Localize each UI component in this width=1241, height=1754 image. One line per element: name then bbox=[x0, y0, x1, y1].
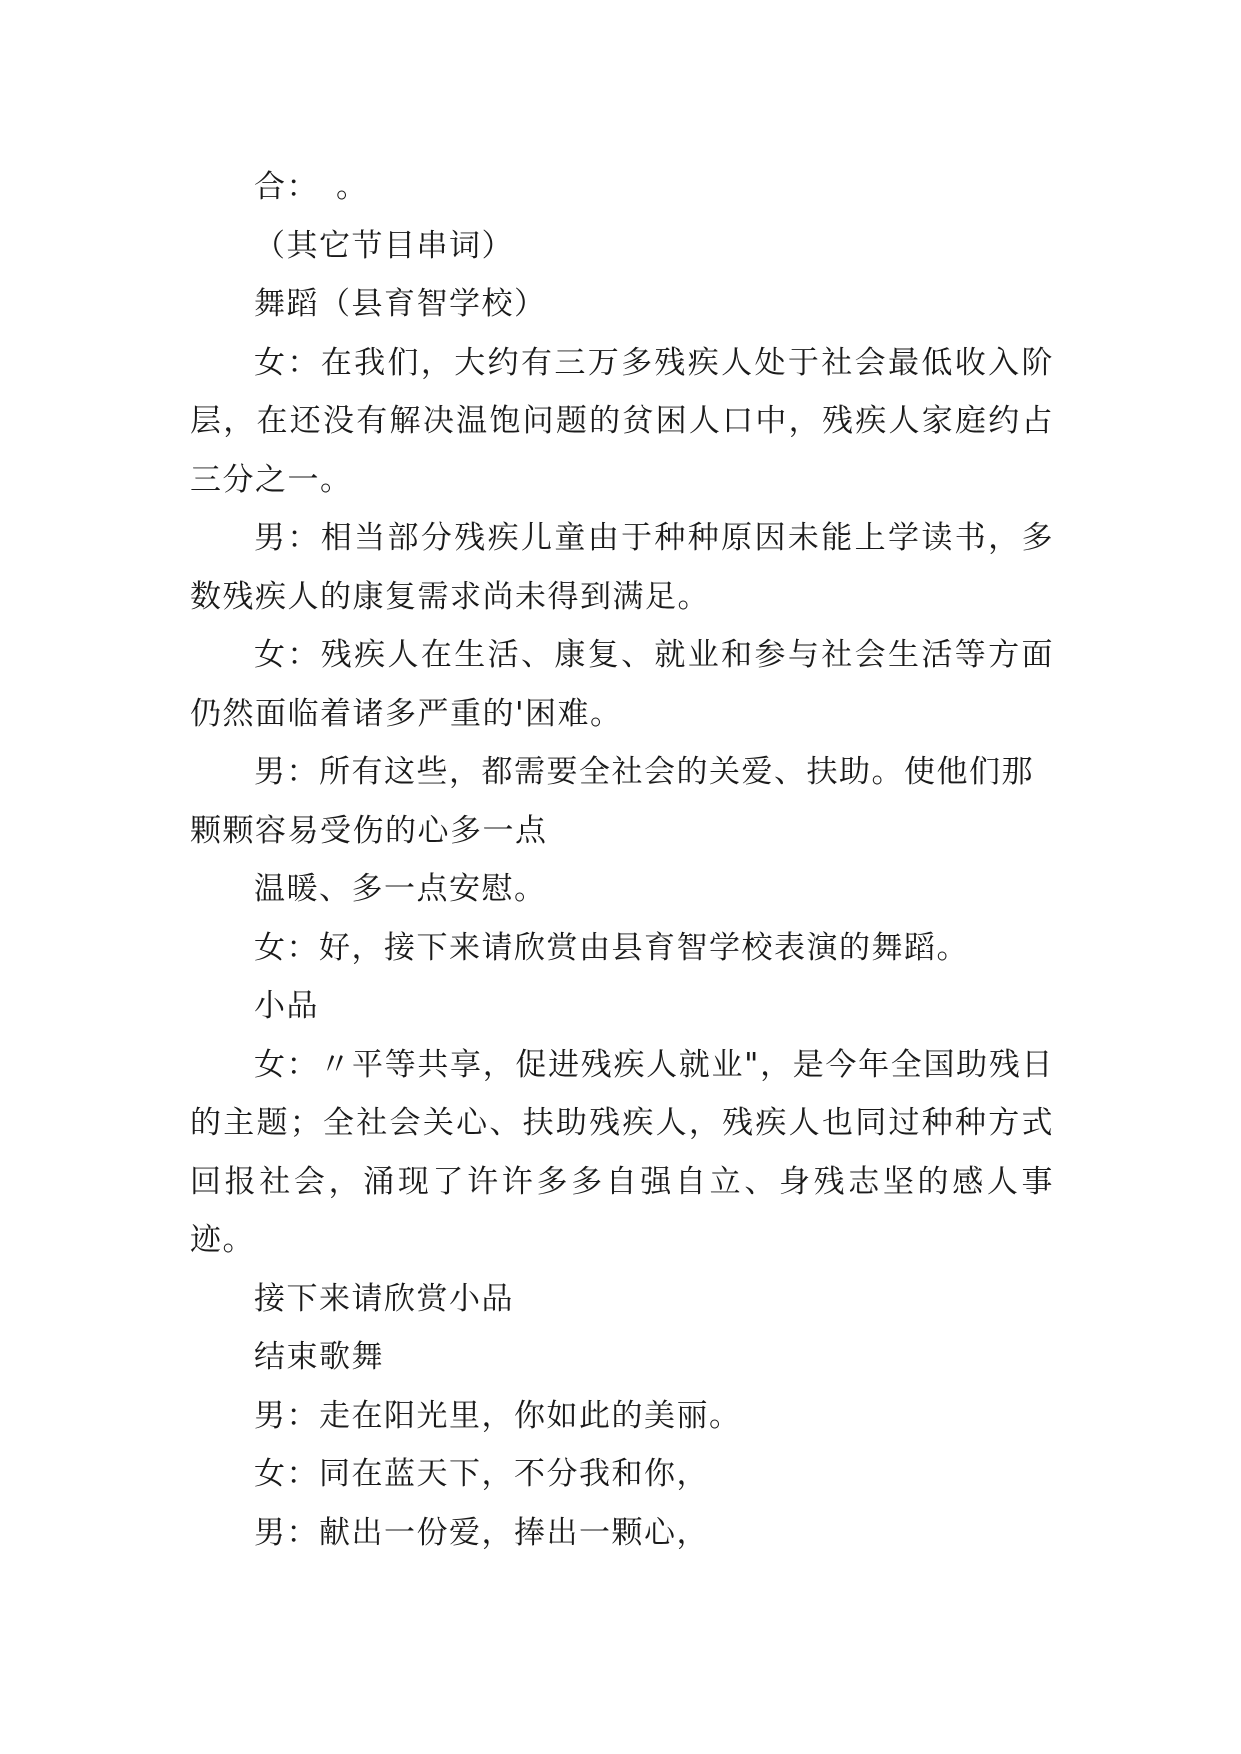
paragraph-female-2: 女：残疾人在生活、康复、就业和参与社会生活等方面仍然面临着诸多严重的'困难。 bbox=[190, 637, 1054, 732]
paragraph-male-4: 男：献出一份爱，捧出一颗心， bbox=[254, 1514, 709, 1551]
document-body bbox=[190, 158, 1054, 1562]
paragraph-chorus: 合： 。 bbox=[254, 169, 369, 205]
paragraph-female-3: 女：好，接下来请欣赏由县育智学校表演的舞蹈。 bbox=[254, 929, 969, 966]
paragraph-female-1: 女：在我们，大约有三万多残疾人处于社会最低收入阶层，在还没有解决温饱问题的贫困人口中，残疾人家庭约占三分之一。 bbox=[190, 344, 1054, 498]
paragraph-male-2: 男：所有这些，都需要全社会的关爱、扶助。使他们那颗颗容易受伤的心多一点 bbox=[190, 754, 1034, 849]
paragraph-other-program-lines: （其它节目串词） bbox=[254, 227, 514, 264]
paragraph-female-5: 女：同在蓝天下，不分我和你， bbox=[254, 1456, 709, 1492]
paragraph-skit-intro: 接下来请欣赏小品 bbox=[254, 1280, 514, 1317]
paragraph-skit-heading: 小品 bbox=[254, 988, 319, 1024]
paragraph-dance-heading: 舞蹈（县育智学校） bbox=[254, 286, 547, 322]
paragraph-male-2-continued: 温暖、多一点安慰。 bbox=[254, 871, 547, 907]
paragraph-closing-heading: 结束歌舞 bbox=[254, 1339, 384, 1375]
paragraph-female-4: 女：〃平等共享，促进残疾人就业"，是今年全国助残日的主题；全社会关心、扶助残疾人，残疾人也同过种种方式回报社会，涌现了许许多多自强自立、身残志坚的感人事迹。 bbox=[190, 1046, 1054, 1258]
paragraph-male-3: 男：走在阳光里，你如此的美丽。 bbox=[254, 1397, 742, 1434]
paragraph-male-1: 男：相当部分残疾儿童由于种种原因未能上学读书，多数残疾人的康复需求尚未得到满足。 bbox=[190, 520, 1054, 615]
